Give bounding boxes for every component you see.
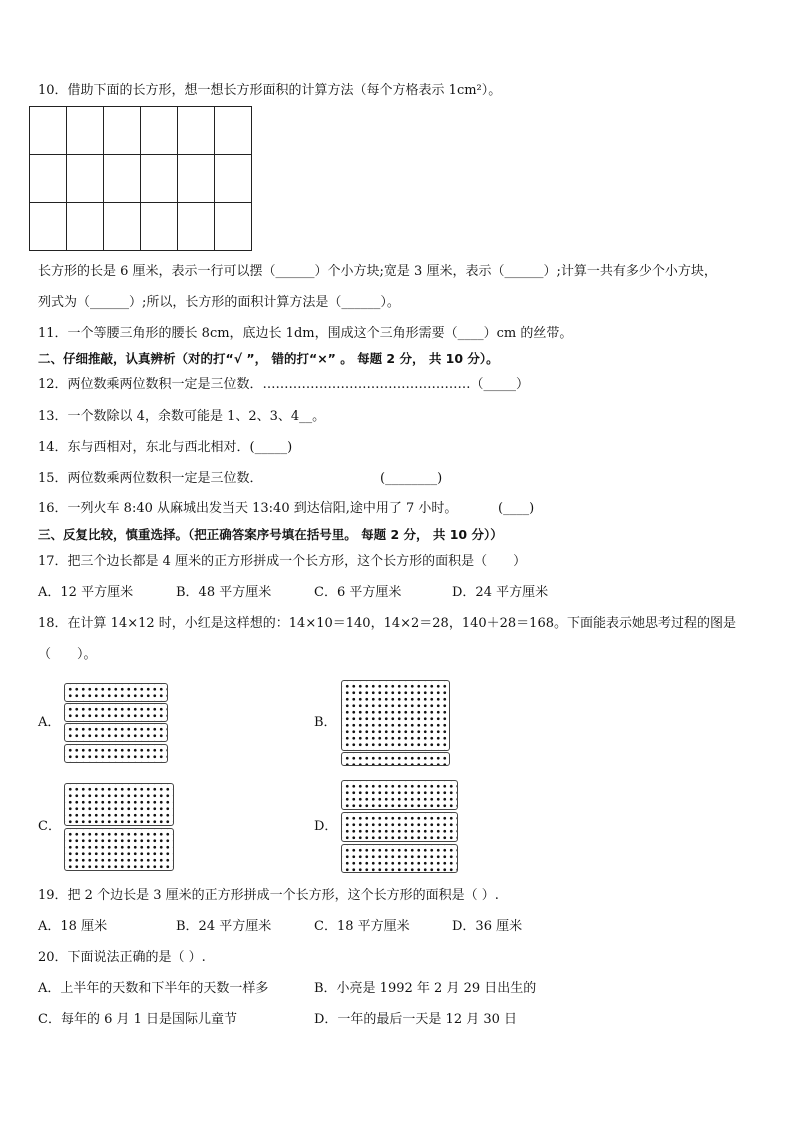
dot-strip <box>341 752 450 766</box>
q18-label-a: A． <box>38 715 61 730</box>
area-grid <box>29 106 252 251</box>
q20-option-a: A．上半年的天数和下半年的天数一样多 <box>38 981 269 996</box>
dot-strip <box>64 744 168 763</box>
q16-text: 16．一列火车 8:40 从麻城出发当天 13:40 到达信阳,途中用了 7 小时。 <box>38 501 458 516</box>
dot-strip <box>64 683 168 702</box>
q19-option-d: D．36 厘米 <box>452 919 523 934</box>
q17-option-b: B．48 平方厘米 <box>176 585 272 600</box>
section-2-heading: 二、仔细推敲，认真辨析（对的打“√ ”， 错的打“×” 。 每题 2 分， 共 10 分）。 <box>38 351 499 366</box>
q14: 14．东与西相对，东北与西北相对．(_____) <box>38 440 293 455</box>
q10-line1: 长方形的长是 6 厘米，表示一行可以摆（______）个小方块;宽是 3 厘米，表示（______）;计算一共有多少个小方块， <box>38 264 717 279</box>
q10-line2: 列式为（______）;所以，长方形的面积计算方法是（______）。 <box>38 295 400 310</box>
dot-block <box>341 780 458 810</box>
q15-blank: (________) <box>380 471 443 486</box>
q19-option-b: B．24 平方厘米 <box>176 919 272 934</box>
q17-option-d: D．24 平方厘米 <box>452 585 549 600</box>
q19-prompt: 19．把 2 个边长是 3 厘米的正方形拼成一个长方形，这个长方形的面积是（ ）. <box>38 888 499 903</box>
q20-option-b: B．小亮是 1992 年 2 月 29 日出生的 <box>314 981 537 996</box>
q13: 13．一个数除以 4，余数可能是 1、2、3、4__。 <box>38 409 326 424</box>
q19-option-a: A．18 厘米 <box>38 919 108 934</box>
q11: 11．一个等腰三角形的腰长 8cm，底边长 1dm，围成这个三角形需要（____）cm 的丝带。 <box>38 326 573 341</box>
q18-label-d: D． <box>314 819 338 834</box>
dot-block <box>64 828 174 871</box>
q12: 12．两位数乘两位数积一定是三位数．…………………………………………（_____） <box>38 377 530 392</box>
dot-block <box>341 680 450 751</box>
q15-text: 15．两位数乘两位数积一定是三位数． <box>38 471 263 486</box>
q20-option-c: C．每年的 6 月 1 日是国际儿童节 <box>38 1012 238 1027</box>
dot-strip <box>64 723 168 742</box>
q19-option-c: C．18 平方厘米 <box>314 919 410 934</box>
q16-blank: (____) <box>498 501 535 516</box>
q10-prompt: 10．借助下面的长方形，想一想长方形面积的计算方法（每个方格表示 1cm²）。 <box>38 83 502 98</box>
dot-strip <box>64 703 168 722</box>
q20-prompt: 20．下面说法正确的是（ ）. <box>38 950 206 965</box>
dot-block <box>341 844 458 873</box>
section-3-heading: 三、反复比较，慎重选择。（把正确答案序号填在括号里。 每题 2 分， 共 10 分）） <box>38 527 503 542</box>
q18-label-b: B． <box>314 715 337 730</box>
q17-prompt: 17．把三个边长都是 4 厘米的正方形拼成一个长方形，这个长方形的面积是（ ） <box>38 554 527 569</box>
q18-paren: （ ）。 <box>38 647 97 662</box>
dot-block <box>64 783 174 826</box>
q18-prompt: 18．在计算 14×12 时，小红是这样想的：14×10＝140，14×2＝28，140＋28＝168。下面能表示她思考过程的图是 <box>38 616 736 631</box>
q18-label-c: C． <box>38 819 61 834</box>
q17-option-c: C．6 平方厘米 <box>314 585 402 600</box>
dot-block <box>341 812 458 842</box>
q17-option-a: A．12 平方厘米 <box>38 585 134 600</box>
q20-option-d: D．一年的最后一天是 12 月 30 日 <box>314 1012 518 1027</box>
